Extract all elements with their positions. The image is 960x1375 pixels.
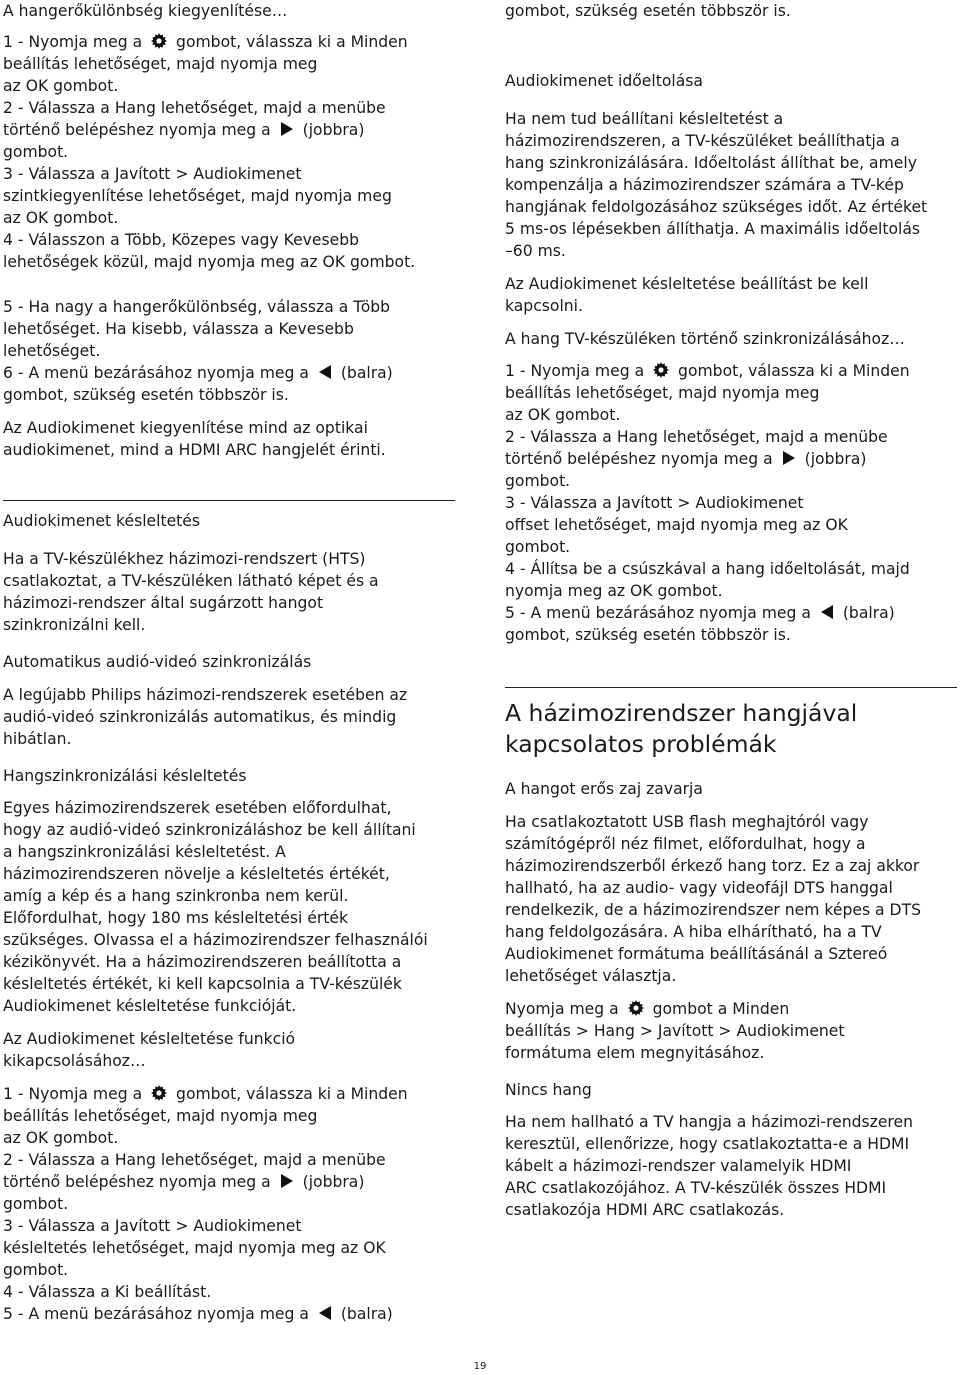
text-line (505, 921, 882, 943)
line-text: gombot. (3, 143, 69, 161)
line-text: beállítás lehetőséget, majd nyomja meg (3, 1107, 318, 1125)
line-text: gombot, szükség esetén többször is. (505, 2, 791, 20)
line-text: 5 ms-os lépésekben állíthatja. A maximális időeltolás (505, 220, 921, 238)
line-tail: (jobbra) (799, 450, 867, 468)
line-text: kompenzálja a házimozirendszer számára a TV-kép (505, 176, 904, 194)
line-text: 5 - Ha nagy a hangerőkülönbség, válassza a Több (3, 298, 391, 316)
text-line (3, 841, 286, 863)
text-line (505, 811, 868, 833)
text-line (505, 0, 791, 22)
text-line (505, 943, 887, 965)
line-text: Nyomja meg a (505, 1000, 624, 1018)
text-line (3, 885, 348, 907)
line-text: lehetőséget. Ha kisebb, válassza a Kevesebb (3, 320, 354, 338)
line-text: házimozirendszeren, a TV-készüléket beállíthatja a (505, 132, 900, 150)
text-line (3, 592, 323, 614)
text-line (3, 684, 407, 706)
line-text: szükséges. Olvassa el a házimozirendszer felhasználói (3, 931, 428, 949)
text-line (505, 492, 803, 514)
text-line (3, 1083, 408, 1105)
text-line (505, 536, 570, 558)
text-line (3, 439, 386, 461)
text-line (3, 1193, 68, 1215)
line-text: nyomja meg az OK gombot. (505, 582, 723, 600)
line-tail: (balra) (335, 364, 393, 382)
left-arrow-icon (318, 364, 332, 380)
line-text: ARC csatlakozójához. A TV-készülék összes HDMI (505, 1179, 887, 1197)
line-tail: gombot, válassza ki a Minden (673, 362, 910, 380)
line-text: A hangerőkülönbség kiegyenlítése… (3, 2, 288, 20)
text-line (3, 973, 402, 995)
line-text: 2 - Válassza a Hang lehetőséget, majd a menübe (3, 1151, 386, 1169)
line-text: 5 - A menü bezárásához nyomja meg a (3, 1305, 314, 1323)
line-tail: (jobbra) (297, 121, 365, 139)
line-text: 4 - Állítsa be a csúszkával a hang időeltolását, majd (505, 560, 910, 578)
text-line (505, 1155, 851, 1177)
line-text: kézikönyvét. Ha a házimozirendszeren beállította a (3, 953, 402, 971)
line-text: Nincs hang (505, 1081, 592, 1099)
line-text: keresztül, ellenőrizze, hogy csatlakoztatta-e a HDMI (505, 1135, 910, 1153)
gear-icon (628, 1000, 644, 1016)
text-line (3, 548, 365, 570)
line-text: 3 - Válassza a Javított > Audiokimenet (3, 165, 302, 183)
text-line (505, 70, 703, 92)
text-line (505, 328, 905, 350)
text-line (3, 296, 390, 318)
text-line (3, 362, 393, 384)
line-text: 2 - Válassza a Hang lehetőséget, majd a menübe (3, 99, 386, 117)
text-line (3, 97, 386, 119)
text-line (3, 1050, 146, 1072)
line-text: 5 - A menü bezárásához nyomja meg a (505, 604, 816, 622)
text-line (505, 426, 888, 448)
line-text: beállítás lehetőséget, majd nyomja meg (3, 55, 318, 73)
line-text: Audiokimenet időeltolása (505, 72, 703, 90)
line-text: A hang TV-készüléken történő szinkronizálásához… (505, 330, 905, 348)
text-line (3, 119, 364, 141)
text-line (3, 163, 301, 185)
line-text: Audiokimenet késleltetése funkcióját. (3, 997, 297, 1015)
text-line (3, 53, 317, 75)
text-line (3, 251, 415, 273)
line-text: offset lehetőséget, majd nyomja meg az OK (505, 516, 848, 534)
line-text: –60 ms. (505, 242, 566, 260)
text-line (3, 31, 408, 53)
text-line (3, 318, 354, 340)
line-text: beállítás > Hang > Javított > Audiokimenet (505, 1022, 845, 1040)
line-text: lehetőséget. (3, 342, 101, 360)
text-line (3, 929, 428, 951)
text-line (505, 130, 900, 152)
line-text: 4 - Válassza a Ki beállítást. (3, 1283, 212, 1301)
text-line (505, 514, 848, 536)
line-text: audiokimenet, mind a HDMI ARC hangjelét érinti. (3, 441, 386, 459)
line-text: szintkiegyenlítése lehetőséget, majd nyomja meg (3, 187, 392, 205)
text-line (3, 141, 68, 163)
text-line (505, 1042, 764, 1064)
text-line (505, 470, 570, 492)
text-line (3, 1028, 295, 1050)
text-line (505, 580, 723, 602)
right-arrow-icon (280, 121, 294, 137)
line-text: 4 - Válasszon a Több, Közepes vagy Kevesebb (3, 231, 360, 249)
text-line (3, 614, 145, 636)
line-text: hibátlan. (3, 730, 72, 748)
text-line (3, 1171, 364, 1193)
line-text: házimozirendszeren növelje a késleltetés értékét, (3, 865, 390, 883)
text-line (3, 907, 348, 929)
text-line (505, 382, 819, 404)
text-line (505, 295, 583, 317)
left-arrow-icon (820, 604, 834, 620)
line-text: történő belépéshez nyomja meg a (3, 121, 276, 139)
line-text: kábelt a házimozi-rendszer valamelyik HDMI (505, 1157, 852, 1175)
section-heading: A házimozirendszer hangjával (505, 699, 858, 727)
line-text: az OK gombot. (3, 209, 119, 227)
line-text: A legújabb Philips házimozi-rendszerek esetében az (3, 686, 408, 704)
line-text: késleltetés lehetőséget, majd nyomja meg az OK (3, 1239, 386, 1257)
text-line (3, 1127, 118, 1149)
text-line (3, 797, 391, 819)
line-text: késleltetés értékét, ki kell kapcsolnia a TV-készülék (3, 975, 402, 993)
text-line (505, 404, 620, 426)
text-line (3, 229, 359, 251)
line-text: 2 - Válassza a Hang lehetőséget, majd a menübe (505, 428, 888, 446)
line-text: 3 - Válassza a Javított > Audiokimenet (505, 494, 804, 512)
line-text: beállítás lehetőséget, majd nyomja meg (505, 384, 820, 402)
line-text: lehetőségek közül, majd nyomja meg az OK gombot. (3, 253, 416, 271)
line-text: Ha nem tud beállítani késleltetést a (505, 110, 784, 128)
line-text: házimozirendszerből érkező hang torz. Ez a zaj akkor (505, 857, 920, 875)
left-arrow-icon (318, 1305, 332, 1321)
line-text: az OK gombot. (3, 1129, 119, 1147)
text-line (3, 765, 246, 787)
line-text: audió-videó szinkronizálás automatikus, és mindig (3, 708, 397, 726)
text-line (505, 273, 868, 295)
line-text: 6 - A menü bezárásához nyomja meg a (3, 364, 314, 382)
line-text: Automatikus audió-videó szinkronizálás (3, 653, 312, 671)
text-line (505, 218, 920, 240)
text-line (3, 819, 416, 841)
text-line (505, 240, 566, 262)
right-arrow-icon (782, 450, 796, 466)
text-line (3, 1303, 393, 1325)
text-line (505, 196, 927, 218)
line-text: 1 - Nyomja meg a (3, 33, 148, 51)
line-text: Ha csatlakoztatott USB flash meghajtóról vagy (505, 813, 869, 831)
text-line (3, 1281, 211, 1303)
divider (3, 500, 455, 501)
page-number: 19 (473, 1361, 487, 1372)
text-line (505, 899, 921, 921)
section-heading-line2: kapcsolatos problémák (505, 730, 777, 758)
line-text: hogy az audió-videó szinkronizáláshoz be kell állítani (3, 821, 416, 839)
line-tail: gombot a Minden (647, 1000, 790, 1018)
text-line (3, 570, 379, 592)
line-text: 3 - Válassza a Javított > Audiokimenet (3, 1217, 302, 1235)
line-text: házimozi-rendszer által sugárzott hangot (3, 594, 324, 612)
text-line (3, 0, 287, 22)
text-line (3, 728, 72, 750)
line-text: Az Audiokimenet késleltetése beállítást be kell (505, 275, 869, 293)
text-line (3, 1149, 386, 1171)
text-line (3, 706, 396, 728)
gear-icon (653, 362, 669, 378)
line-text: kapcsolni. (505, 297, 583, 315)
text-line (3, 384, 289, 406)
line-text: kikapcsolásához… (3, 1052, 146, 1070)
text-line (505, 833, 866, 855)
gear-icon (151, 33, 167, 49)
line-text: Előfordulhat, hogy 180 ms késleltetési érték (3, 909, 348, 927)
line-text: gombot, szükség esetén többször is. (3, 386, 289, 404)
line-text: A hangot erős zaj zavarja (505, 780, 703, 798)
line-tail: (balra) (335, 1305, 393, 1323)
line-tail: (balra) (837, 604, 895, 622)
text-line (505, 1133, 909, 1155)
text-line (3, 340, 100, 362)
line-text: hang feldolgozására. A hiba elhárítható, ha a TV (505, 923, 882, 941)
line-text: Az Audiokimenet késleltetése funkció (3, 1030, 296, 1048)
text-line (505, 1177, 886, 1199)
line-text: amíg a kép és a hang szinkronba nem kerül. (3, 887, 349, 905)
text-line (505, 174, 904, 196)
line-text: lehetőséget választja. (505, 967, 677, 985)
line-text: gombot. (3, 1195, 69, 1213)
line-text: gombot. (3, 1261, 69, 1279)
line-text: Audiokimenet formátuma beállításánál a Sztereó (505, 945, 888, 963)
line-text: hangjának feldolgozásához szükséges időt. Az értéket (505, 198, 928, 216)
divider (505, 687, 957, 688)
line-text: 1 - Nyomja meg a (3, 1085, 148, 1103)
gear-icon (151, 1085, 167, 1101)
text-line (3, 417, 368, 439)
right-arrow-icon (280, 1173, 294, 1189)
line-text: Ha a TV-készülékhez házimozi-rendszert (HTS) (3, 550, 366, 568)
text-line (3, 651, 311, 673)
line-text: Hangszinkronizálási késleltetés (3, 767, 247, 785)
line-text: Ha nem hallható a TV hangja a házimozi-rendszeren (505, 1113, 913, 1131)
line-text: történő belépéshez nyomja meg a (3, 1173, 276, 1191)
text-line (505, 855, 919, 877)
line-text: számítógépről néz filmet, előfordulhat, hogy a (505, 835, 866, 853)
text-line (3, 1215, 301, 1237)
text-line (3, 185, 392, 207)
text-line (505, 877, 893, 899)
line-text: gombot, szükség esetén többször is. (505, 626, 791, 644)
line-text: Egyes házimozirendszerek esetében előfordulhat, (3, 799, 392, 817)
line-text: gombot. (505, 472, 571, 490)
line-text: hang szinkronizálására. Időeltolást állíthat be, amely (505, 154, 917, 172)
text-line (505, 360, 910, 382)
text-line (505, 778, 703, 800)
text-line (3, 1259, 68, 1281)
line-text: formátuma elem megnyitásához. (505, 1044, 765, 1062)
line-text: az OK gombot. (3, 77, 119, 95)
line-text: a hangszinkronizálási késleltetést. A (3, 843, 286, 861)
text-line (505, 108, 783, 130)
line-text: csatlakozója HDMI ARC csatlakozás. (505, 1201, 785, 1219)
line-text: hallható, ha az audio- vagy videofájl DTS hanggal (505, 879, 893, 897)
line-tail: (jobbra) (297, 1173, 365, 1191)
line-tail: gombot, válassza ki a Minden (171, 33, 408, 51)
text-line (505, 1199, 784, 1221)
line-text: 1 - Nyomja meg a (505, 362, 650, 380)
text-line (3, 75, 118, 97)
text-line (3, 1105, 317, 1127)
text-line (505, 1111, 913, 1133)
text-line (505, 624, 791, 646)
line-text: az OK gombot. (505, 406, 621, 424)
text-line (505, 998, 789, 1020)
line-text: történő belépéshez nyomja meg a (505, 450, 778, 468)
text-line (505, 965, 676, 987)
text-line (3, 863, 390, 885)
text-line (3, 995, 296, 1017)
text-line (3, 951, 401, 973)
text-line (3, 510, 200, 532)
line-text: rendelkezik, de a házimozirendszer nem képes a DTS (505, 901, 921, 919)
text-line (505, 1079, 592, 1101)
line-text: Audiokimenet késleltetés (3, 512, 201, 530)
text-line (505, 152, 917, 174)
text-line (3, 207, 118, 229)
line-tail: gombot, válassza ki a Minden (171, 1085, 408, 1103)
line-text: szinkronizálni kell. (3, 616, 146, 634)
text-line (505, 448, 866, 470)
text-line (3, 1237, 386, 1259)
text-line (505, 602, 895, 624)
line-text: Az Audiokimenet kiegyenlítése mind az optikai (3, 419, 368, 437)
line-text: gombot. (505, 538, 571, 556)
text-line (505, 1020, 845, 1042)
line-text: csatlakoztat, a TV-készüléken látható képet és a (3, 572, 379, 590)
text-line (505, 558, 910, 580)
